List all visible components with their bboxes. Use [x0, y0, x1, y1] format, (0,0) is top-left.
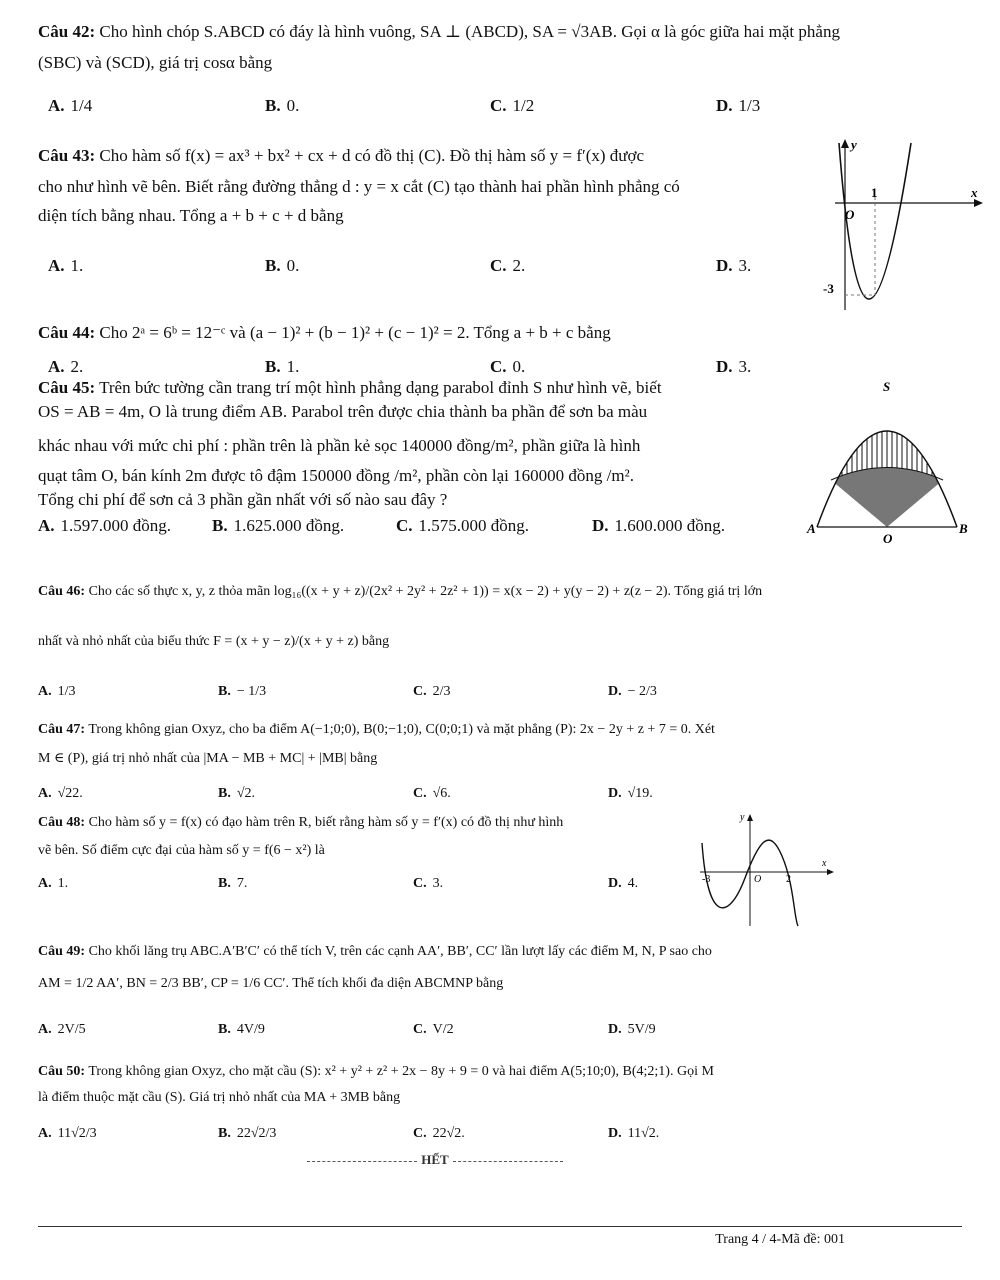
q48-line2: vẽ bên. Số điểm cực đại của hàm số y = f(6 − x²) là: [38, 843, 325, 858]
q46-text: Cho các số thực x, y, z thỏa mãn log₁₆((x + y + z)/(2x² + 2y² + 2z² + 1)) = x(x − 2) + y(y − 2) + z(z − 2). Tổng giá trị lớn: [88, 584, 763, 599]
option-text: 1/3: [738, 96, 761, 115]
q43-label: Câu 43:: [38, 146, 96, 165]
option-key: A.: [38, 876, 52, 891]
option-text: 1.: [70, 256, 84, 275]
q44-line1: [38, 323, 611, 343]
option-text: √22.: [57, 786, 83, 801]
q49-option-c[interactable]: [413, 1022, 454, 1038]
option-text: 3.: [432, 876, 444, 891]
option-key: A.: [48, 256, 65, 275]
footer-divider: [38, 1226, 962, 1227]
option-text: 1.: [286, 357, 300, 376]
q47-line2: M ∈ (P), giá trị nhỏ nhất của |MA − MB + MC| + |MB| bằng: [38, 751, 378, 766]
option-text: 2.: [70, 357, 84, 376]
label-a: A: [807, 521, 816, 536]
option-key: C.: [413, 684, 427, 699]
option-key: D.: [716, 357, 733, 376]
option-text: − 1/3: [236, 684, 267, 699]
q48-option-a[interactable]: [38, 876, 68, 892]
option-key: B.: [218, 876, 231, 891]
option-text: 1.597.000 đồng.: [60, 516, 172, 535]
q48-option-d[interactable]: [608, 876, 638, 892]
q45-line3: khác nhau với mức chi phí : phần trên là phần kẻ sọc 140000 đồng/m², phần giữa là hình: [38, 436, 641, 455]
origin-label: O: [754, 874, 762, 885]
option-text: 1/4: [70, 96, 93, 115]
q44-option-c[interactable]: [490, 357, 525, 377]
end-text: HẾT: [421, 1152, 449, 1167]
q49-line2: AM = 1/2 AA′, BN = 2/3 BB′, CP = 1/6 CC′. Thể tích khối đa diện ABCMNP bằng: [38, 976, 504, 991]
option-key: C.: [490, 357, 507, 376]
q45-line4: quạt tâm O, bán kính 2m được tô đậm 150000 đồng /m², phần còn lại 160000 đồng /m².: [38, 466, 634, 485]
q43-option-b[interactable]: [265, 256, 299, 276]
q47-option-c[interactable]: [413, 786, 451, 802]
q43-line1: [38, 146, 644, 166]
tick-right-label: 2: [786, 874, 791, 885]
option-text: 1.625.000 đồng.: [233, 516, 345, 535]
option-key: B.: [218, 1126, 231, 1141]
q42-option-b[interactable]: [265, 96, 299, 116]
q46-line1: [38, 584, 762, 600]
q43-option-d[interactable]: [716, 256, 751, 276]
q46-label: Câu 46:: [38, 584, 86, 599]
option-key: C.: [413, 1126, 427, 1141]
x-axis-arrow: [974, 199, 983, 207]
option-key: B.: [265, 256, 281, 275]
option-key: D.: [608, 1022, 622, 1037]
option-key: A.: [38, 1022, 52, 1037]
q49-option-a[interactable]: [38, 1022, 86, 1038]
option-key: D.: [716, 256, 733, 275]
option-key: B.: [265, 357, 281, 376]
origin-label: O: [845, 207, 855, 222]
q42-label: Câu 42:: [38, 22, 96, 41]
option-key: D.: [716, 96, 733, 115]
q44-option-d[interactable]: [716, 357, 751, 377]
end-marker: [290, 1152, 580, 1168]
q47-text: Trong không gian Oxyz, cho ba điểm A(−1;0;0), B(0;−1;0), C(0;0;1) và mặt phẳng (P): 2x − 2y + z + 7 = 0. Xét: [88, 722, 715, 737]
q43-text: Cho hàm số f(x) = ax³ + bx² + cx + d có đồ thị (C). Đồ thị hàm số y = f′(x) được: [99, 146, 645, 165]
y-label: y: [740, 812, 745, 823]
q45-option-d[interactable]: [592, 516, 725, 536]
q50-option-b[interactable]: [218, 1126, 276, 1142]
option-key: C.: [490, 256, 507, 275]
tick-x-label: 1: [871, 185, 878, 200]
label-s: S: [883, 379, 891, 394]
option-text: − 2/3: [627, 684, 657, 699]
option-text: 0.: [512, 357, 526, 376]
q44-option-b[interactable]: [265, 357, 299, 377]
option-text: 2V/5: [57, 1022, 86, 1037]
option-text: √6.: [432, 786, 451, 801]
q45-option-c[interactable]: [396, 516, 529, 536]
option-key: C.: [396, 516, 413, 535]
q43-line3: diện tích bằng nhau. Tổng a + b + c + d bằng: [38, 206, 344, 225]
q42-line2: (SBC) và (SCD), giá trị cosα bằng: [38, 53, 273, 72]
option-key: C.: [413, 876, 427, 891]
q49-option-b[interactable]: [218, 1022, 265, 1038]
option-key: C.: [490, 96, 507, 115]
option-text: 1.: [57, 876, 69, 891]
option-text: 5V/9: [627, 1022, 656, 1037]
option-text: 2/3: [432, 684, 451, 699]
option-text: 22√2.: [432, 1126, 465, 1141]
q44-text: Cho 2ᵃ = 6ᵇ = 12⁻ᶜ và (a − 1)² + (b − 1)² + (c − 1)² = 2. Tổng a + b + c bằng: [99, 323, 611, 342]
option-text: 4.: [627, 876, 639, 891]
option-key: A.: [38, 684, 52, 699]
q47-line1: [38, 722, 715, 738]
tick-y-label: -3: [823, 281, 834, 296]
q47-option-a[interactable]: [38, 786, 83, 802]
q48-text: Cho hàm số y = f(x) có đạo hàm trên R, biết rằng hàm số y = f′(x) có đồ thị như hình: [88, 815, 564, 830]
option-key: A.: [38, 786, 52, 801]
option-text: 1/2: [512, 96, 535, 115]
option-key: B.: [218, 786, 231, 801]
q45-text: Trên bức tường cần trang trí một hình phẳng dạng parabol đỉnh S như hình vẽ, biết: [99, 378, 662, 397]
q43-option-a[interactable]: [48, 256, 83, 276]
q50-label: Câu 50:: [38, 1064, 86, 1079]
x-axis-arrow: [827, 869, 834, 875]
q44-label: Câu 44:: [38, 323, 96, 342]
q48-option-c[interactable]: [413, 876, 443, 892]
option-text: V/2: [432, 1022, 454, 1037]
q49-line1: [38, 944, 712, 960]
label-b: B: [959, 521, 968, 536]
q48-line1: [38, 815, 563, 831]
q49-text: Cho khối lăng trụ ABC.A′B′C′ có thể tích V, trên các cạnh AA′, BB′, CC′ lần lượt lấy các điểm M, N, P sao cho: [88, 944, 712, 959]
q42-text: Cho hình chóp S.ABCD có đáy là hình vuông, SA ⊥ (ABCD), SA = √3AB. Gọi α là góc giữa hai mặt phẳng: [99, 22, 840, 41]
q50-line1: [38, 1064, 714, 1080]
option-key: B.: [218, 1022, 231, 1037]
option-key: B.: [218, 684, 231, 699]
q43-line2: cho như hình vẽ bên. Biết rằng đường thẳng d : y = x cắt (C) tạo thành hai phần hình phẳng có: [38, 177, 680, 196]
q45-option-a[interactable]: [38, 516, 171, 536]
option-text: √2.: [236, 786, 256, 801]
option-key: B.: [212, 516, 228, 535]
y-label: y: [851, 137, 857, 152]
q42-option-c[interactable]: [490, 96, 534, 116]
q45-parabola-figure: [805, 375, 975, 545]
tick-left-label: -3: [702, 874, 711, 885]
q47-option-b[interactable]: [218, 786, 255, 802]
q48-option-b[interactable]: [218, 876, 247, 892]
option-text: 1.600.000 đồng.: [614, 516, 726, 535]
q42-option-d[interactable]: [716, 96, 760, 116]
x-label: x: [971, 185, 978, 200]
option-key: D.: [608, 786, 622, 801]
option-key: A.: [38, 1126, 52, 1141]
option-text: 0.: [286, 96, 300, 115]
q50-text: Trong không gian Oxyz, cho mặt cầu (S): x² + y² + z² + 2x − 8y + 9 = 0 và hai điểm A(5;10;0), B(4;2;1). Gọi M: [88, 1064, 714, 1079]
q50-option-c[interactable]: [413, 1126, 465, 1142]
q43-derivative-graph: [815, 135, 985, 315]
q47-label: Câu 47:: [38, 722, 86, 737]
option-text: 11√2/3: [57, 1126, 97, 1141]
option-text: 0.: [286, 256, 300, 275]
option-key: D.: [608, 684, 622, 699]
q49-option-d[interactable]: [608, 1022, 656, 1038]
q46-option-a[interactable]: [38, 684, 76, 700]
option-text: 22√2/3: [236, 1126, 277, 1141]
option-text: 3.: [738, 357, 752, 376]
option-key: D.: [608, 876, 622, 891]
q47-option-d[interactable]: [608, 786, 653, 802]
q43-option-c[interactable]: [490, 256, 525, 276]
option-text: 4V/9: [236, 1022, 265, 1037]
option-key: B.: [265, 96, 281, 115]
q50-line2: là điểm thuộc mặt cầu (S). Giá trị nhỏ nhất của MA + 3MB bằng: [38, 1090, 401, 1105]
q50-option-d[interactable]: [608, 1126, 659, 1142]
q42-option-a[interactable]: [48, 96, 92, 116]
q45-label: Câu 45:: [38, 378, 96, 397]
option-key: A.: [48, 96, 65, 115]
option-text: 7.: [236, 876, 248, 891]
q45-line1: [38, 378, 662, 398]
option-key: D.: [608, 1126, 622, 1141]
option-text: 1/3: [57, 684, 76, 699]
option-key: D.: [592, 516, 609, 535]
q46-option-c[interactable]: [413, 684, 451, 700]
option-key: C.: [413, 1022, 427, 1037]
q46-line2: nhất và nhỏ nhất của biểu thức F = (x + y − z)/(x + y + z) bằng: [38, 634, 390, 649]
option-key: A.: [48, 357, 65, 376]
option-text: 1.575.000 đồng.: [418, 516, 530, 535]
y-axis-arrow: [747, 814, 753, 821]
x-label: x: [822, 858, 827, 869]
parabola-fill: [805, 375, 975, 545]
q48-label: Câu 48:: [38, 815, 86, 830]
q45-line2: OS = AB = 4m, O là trung điểm AB. Parabol trên được chia thành ba phần để sơn ba màu: [38, 402, 648, 421]
option-text: 2.: [512, 256, 526, 275]
option-key: A.: [38, 516, 55, 535]
option-text: 3.: [738, 256, 752, 275]
option-text: √19.: [627, 786, 653, 801]
q45-option-b[interactable]: [212, 516, 344, 536]
label-o: O: [883, 531, 893, 545]
q45-line5: Tổng chi phí để sơn cả 3 phần gần nhất với số nào sau đây ?: [38, 490, 448, 509]
q49-label: Câu 49:: [38, 944, 86, 959]
q46-option-b[interactable]: [218, 684, 266, 700]
option-text: 11√2.: [627, 1126, 660, 1141]
option-key: C.: [413, 786, 427, 801]
q48-derivative-graph: [690, 808, 840, 928]
q50-option-a[interactable]: [38, 1126, 97, 1142]
page-footer: Trang 4 / 4-Mã đề: 001: [715, 1232, 845, 1247]
q44-option-a[interactable]: [48, 357, 83, 377]
q46-option-d[interactable]: [608, 684, 657, 700]
y-axis-arrow: [841, 139, 849, 148]
q42-line1: [38, 22, 840, 42]
